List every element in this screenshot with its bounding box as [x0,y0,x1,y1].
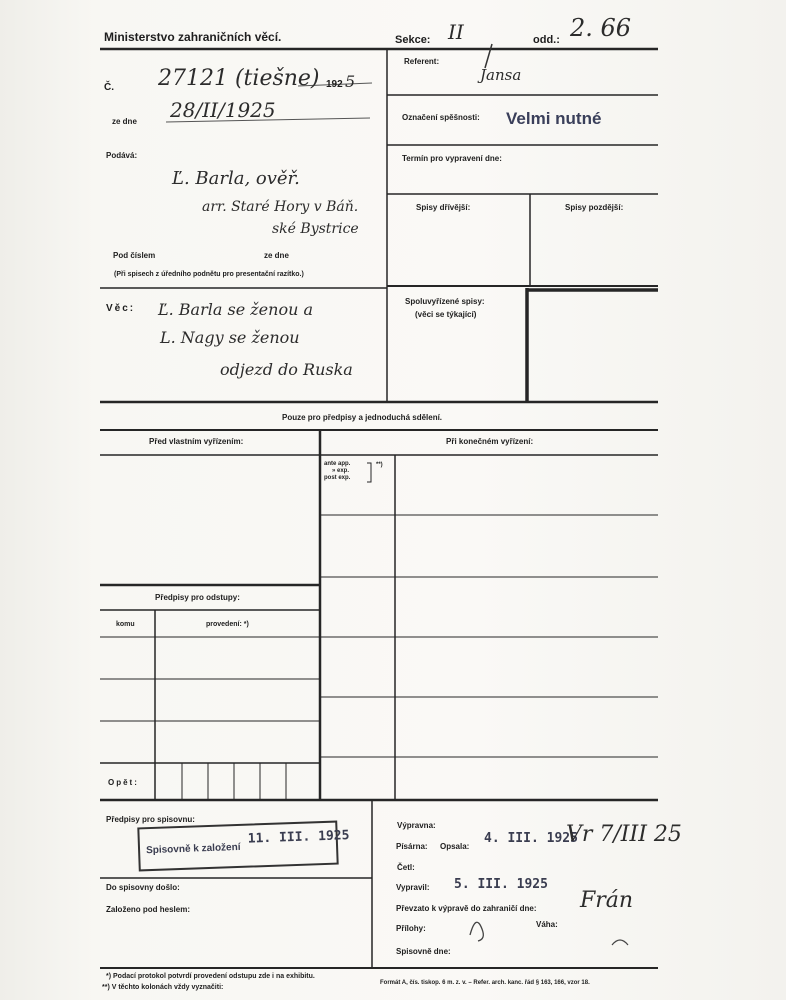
podava-line3: ské Bystrice [272,221,359,237]
archive-stamp-date: 11. III. 1925 [247,828,350,847]
ze-dne-label: ze dne [112,117,137,126]
exp: » exp. [332,468,350,474]
spisovne-dne-label: Spisovně dne: [396,947,451,956]
pouze-heading: Pouze pro předpisy a jednoduchá sdělení. [282,413,443,422]
year-hand: 5 [345,72,356,91]
predpisy-odstupy-heading: Předpisy pro odstupy: [155,593,240,602]
vypravna-label: Výpravna: [397,821,436,830]
presentation-note: (Při spisech z úředního podnětu pro presentační razítko.) [114,271,304,278]
spisy-drivejsi-label: Spisy dřívější: [416,203,471,212]
podava-line2: arr. Staré Hory v Báň. [202,199,359,215]
pred-vlastnim-heading: Před vlastním vyřízením: [149,437,244,446]
pri-konecnem-heading: Při konečném vyřízení: [446,437,534,446]
archive-stamp-text: Spisovně k založení [145,841,241,857]
c-label: Č. [104,82,114,93]
handwritten-sign-2: Frán [580,888,634,913]
opet-label: Opět: [108,778,139,787]
prilohy-label: Přílohy: [396,924,426,933]
termin-label: Termín pro vypravení dne: [402,154,502,163]
footnote-2: **) V těchto kolonách vždy vyznačiti: [102,984,224,991]
pisarna-label: Písárna: [396,842,428,851]
podava-label: Podává: [106,151,138,160]
spoluvyrizene-label: Spoluvyřízené spisy: [405,297,485,306]
sekce-value: II [448,20,464,44]
predpisy-spisovnu-label: Předpisy pro spisovnu: [106,815,195,824]
opsala-label: Opsala: [440,842,470,851]
opsala-date-stamp: 4. III. 1925 [484,831,578,846]
urgency-stamp: Velmi nutné [506,109,602,128]
zalozeno-label: Založeno pod heslem: [106,905,191,914]
ze-dne2-label: ze dne [264,251,289,260]
asterisks-mark: **) [376,462,383,468]
vec-label: Věc: [106,303,136,314]
prevzato-label: Převzato k výpravě do zahraničí dne: [396,904,537,913]
odd-label: odd.: [533,34,560,46]
sekce-label: Sekce: [395,34,431,46]
podava-line1: Ľ. Barla, ověř. [172,168,300,189]
vec-line3: odjezd do Ruska [220,360,353,379]
handwritten-sign-1: Vr 7/III 25 [566,822,682,847]
footnote-1: *) Podací protokol potvrdí provedení odstupu zde i na exhibitu. [106,973,315,980]
vypravil-label: Vypravil: [396,883,430,892]
spisy-pozdejsi-label: Spisy pozdější: [565,203,624,212]
ministry-title: Ministerstvo zahraničních věcí. [104,30,282,44]
ze-dne-value: 28/II/1925 [170,98,276,122]
post-exp: post exp. [324,475,351,481]
vaha-label: Váha: [536,920,558,929]
provedeni-label: provedení: *) [206,621,249,628]
spesnost-label: Označení spěšnosti: [402,113,480,122]
c-value: 27121 (tiešne) [158,66,320,91]
vypravil-date-stamp: 5. III. 1925 [454,877,548,892]
do-spisovny-label: Do spisovny došlo: [106,883,180,892]
cetl-label: Četl: [397,863,415,872]
year-print: 192 [326,79,343,90]
veci-se-tykajici: (věci se týkající) [415,310,477,319]
pod-cislem-label: Pod číslem [113,251,156,260]
vec-line2: L. Nagy se ženou [160,328,300,347]
ante-app: ante app. [324,461,351,467]
referent-value: Jansa [480,66,522,84]
vec-line1: Ľ. Barla se ženou a [158,300,314,319]
odd-value: 2. 66 [570,14,632,42]
referent-label: Referent: [404,57,440,66]
format-note: Formát A, čís. tiskop. 6 m. z. v. – Refer. arch. kanc. řád § 163, 166, vzor 18. [380,980,590,986]
komu-label: komu [116,621,135,628]
